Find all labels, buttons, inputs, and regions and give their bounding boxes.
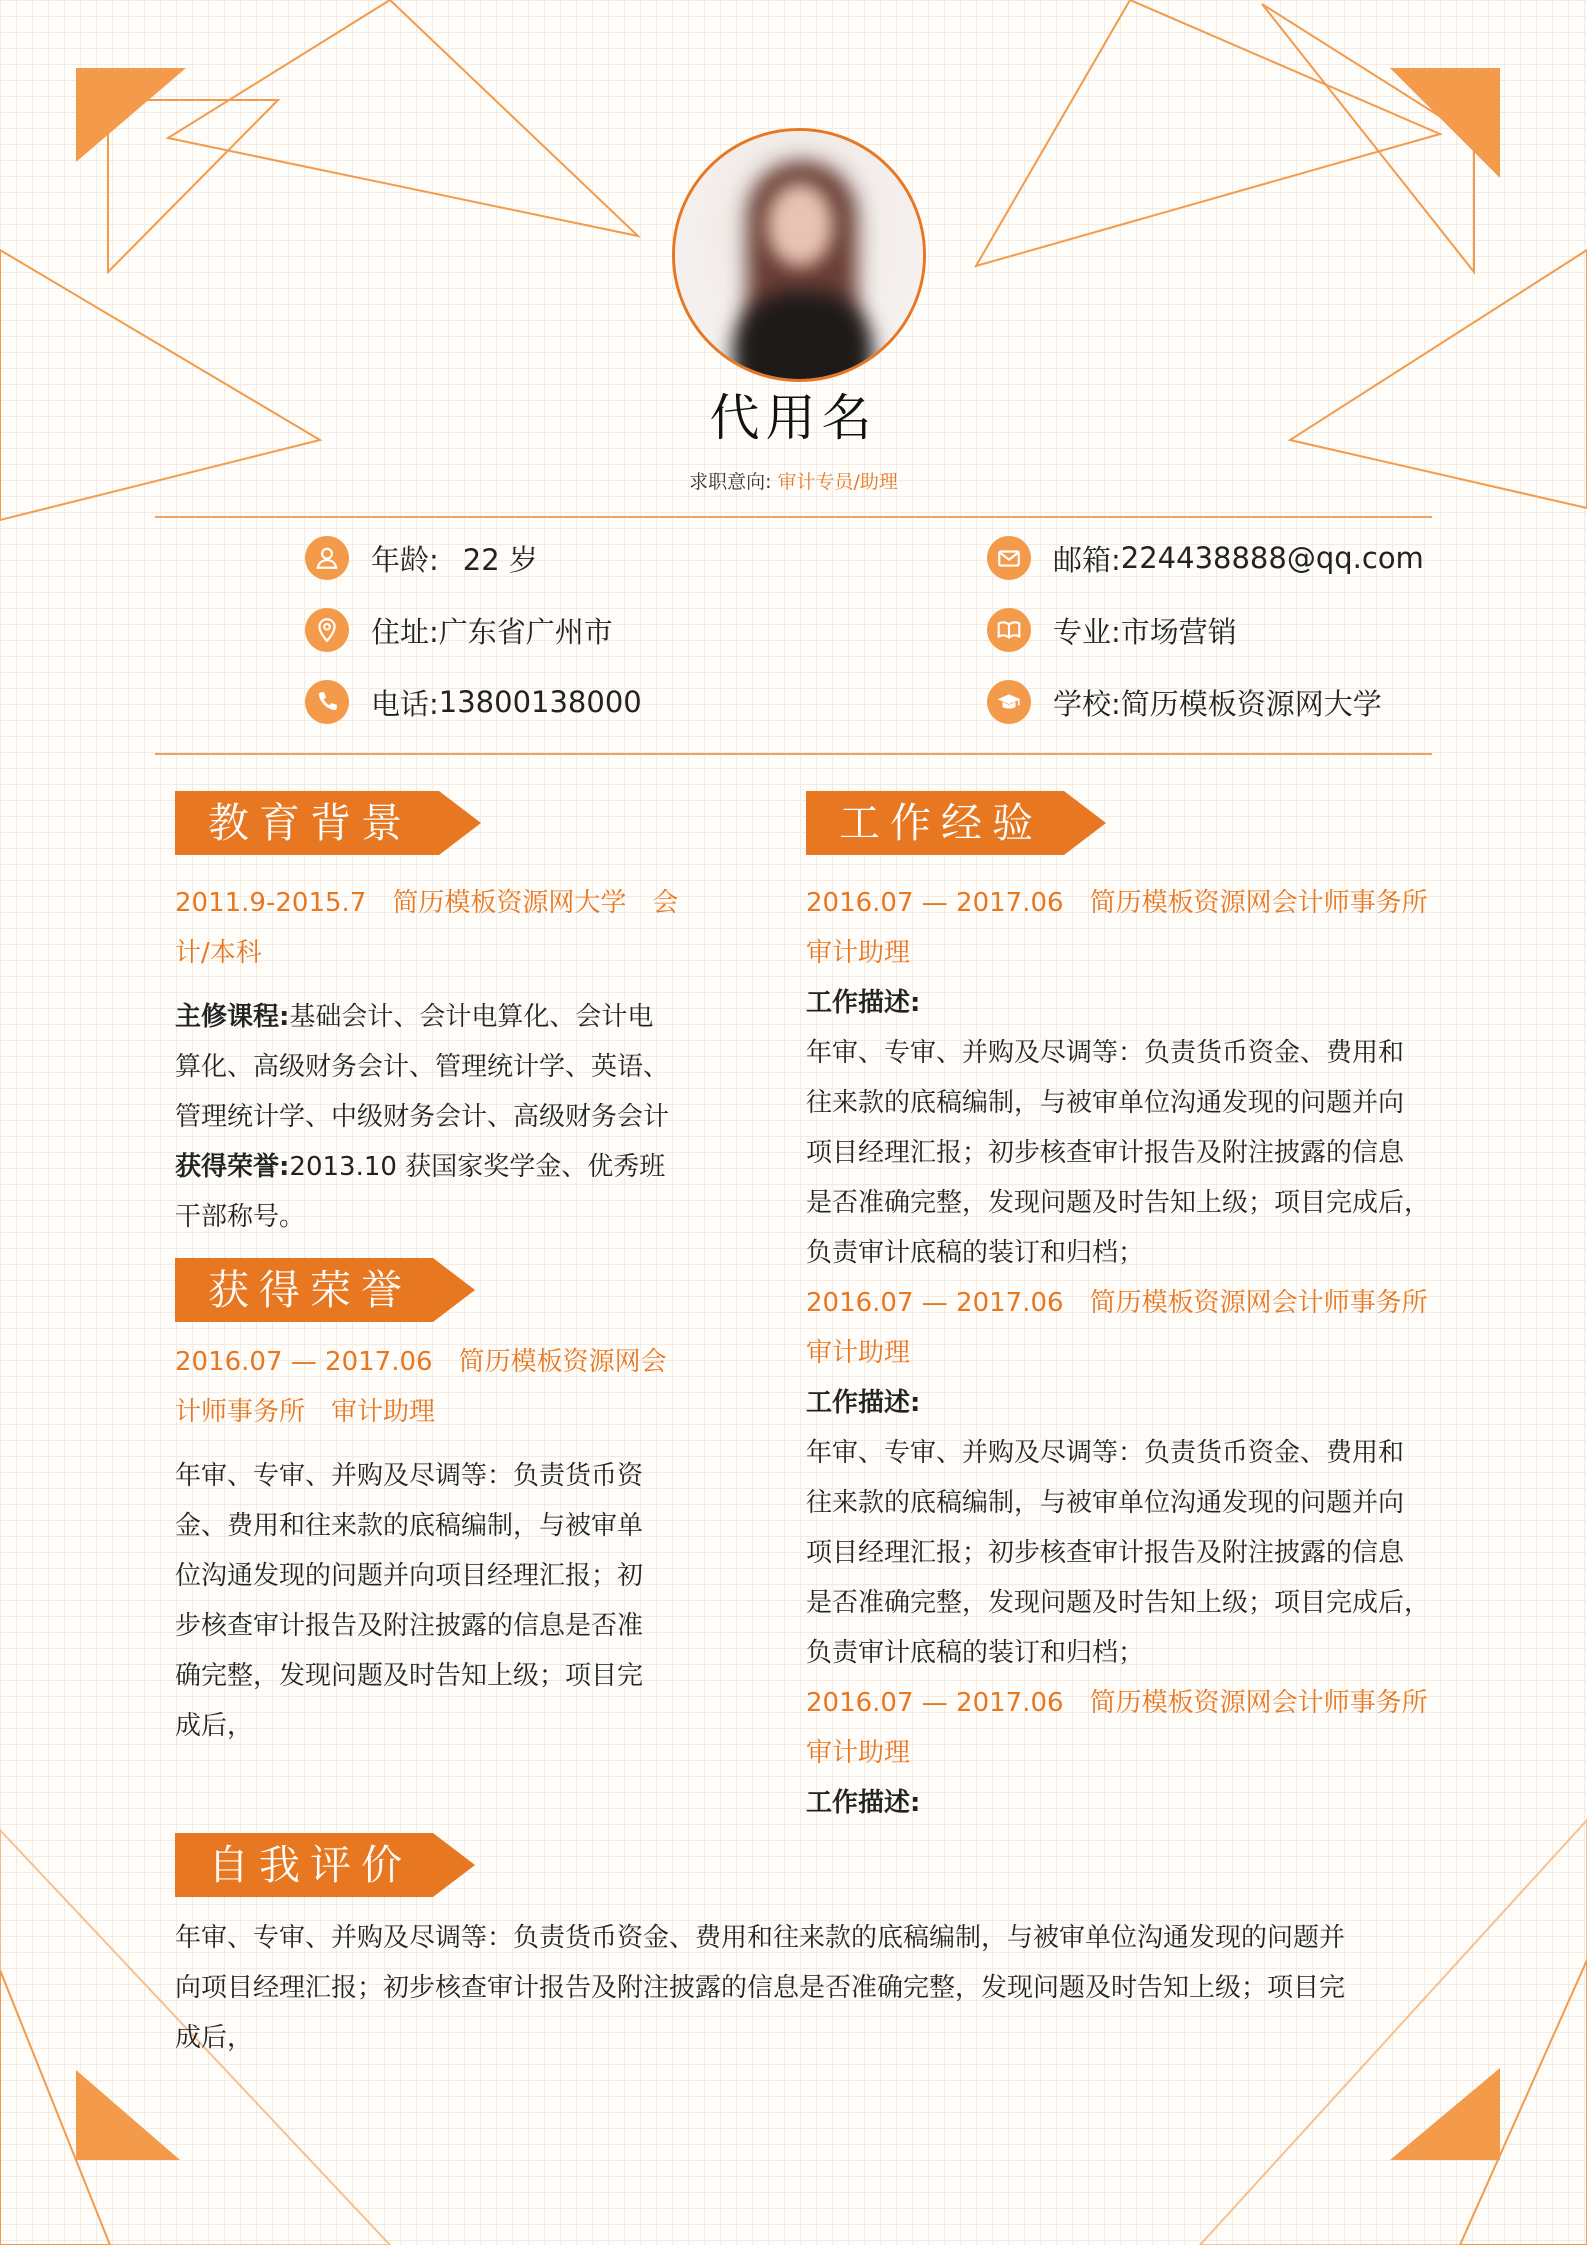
- info-phone: [305, 680, 642, 724]
- honor-text-line2: 干部称号。: [175, 1202, 306, 1232]
- candidate-name: 代用名: [709, 389, 878, 447]
- age-value: 22 岁: [462, 542, 538, 577]
- work-entry-desc-line: 是否准确完整，发现问题及时告知上级；项目完成后，: [806, 1588, 1431, 1618]
- major-value: 市场营销: [1120, 614, 1237, 649]
- section-header-honors: [175, 1258, 475, 1322]
- info-age: [305, 536, 538, 580]
- address-label: 住址:: [371, 614, 439, 649]
- section-title-self-eval: 自我评价: [208, 1841, 412, 1889]
- honors-desc-line: 步核查审计报告及附注披露的信息是否准: [175, 1611, 644, 1641]
- age-label: 年龄:: [371, 542, 439, 577]
- work-entry-desc-line: 项目经理汇报；初步核查审计报告及附注披露的信息: [806, 1138, 1405, 1168]
- work-entry-period: 2016.07 — 2017.06 简历模板资源网会计师事务所: [806, 1688, 1428, 1718]
- avatar: [672, 128, 926, 382]
- education-entry-line2: 计/本科: [175, 938, 262, 968]
- major-label: 专业:: [1053, 614, 1121, 649]
- info-address: [305, 608, 613, 652]
- honors-desc-line: 年审、专审、并购及尽调等：负责货币资: [175, 1461, 644, 1491]
- work-entry-desc-label: 工作描述:: [806, 1388, 921, 1418]
- info-major: [987, 608, 1237, 652]
- email-label: 邮箱:: [1053, 542, 1121, 577]
- person-icon: [305, 536, 349, 580]
- work-entry-desc-line: 往来款的底稿编制，与被审单位沟通发现的问题并向: [806, 1088, 1405, 1118]
- honors-desc-line: 位沟通发现的问题并向项目经理汇报；初: [175, 1561, 644, 1591]
- section-header-work: [806, 791, 1106, 855]
- work-entry-period: 2016.07 — 2017.06 简历模板资源网会计师事务所: [806, 888, 1428, 918]
- work-entry-role: 审计助理: [806, 1338, 911, 1368]
- work-entry-role: 审计助理: [806, 1738, 911, 1768]
- work-entry-desc-line: 年审、专审、并购及尽调等：负责货币资金、费用和: [806, 1438, 1405, 1468]
- section-title-work: 工作经验: [839, 799, 1043, 847]
- divider-top: [155, 516, 1432, 518]
- work-entry-role: 审计助理: [806, 938, 911, 968]
- education-entry-line1: 2011.9-2015.7 简历模板资源网大学 会: [175, 888, 679, 918]
- section-header-self-eval: [175, 1833, 475, 1897]
- courses-label: 主修课程:: [175, 1002, 290, 1032]
- job-intent-value: 审计专员/助理: [777, 471, 898, 493]
- work-entry-desc-line: 是否准确完整，发现问题及时告知上级；项目完成后，: [806, 1188, 1431, 1218]
- work-entry-desc-line: 负责审计底稿的装订和归档；: [806, 1638, 1145, 1668]
- honors-desc-line: 确完整，发现问题及时告知上级；项目完: [175, 1661, 644, 1691]
- education-entry: [175, 878, 715, 978]
- self-eval-line: 成后，: [175, 2023, 254, 2053]
- work-entry-desc-label: 工作描述:: [806, 988, 921, 1018]
- info-school: [987, 680, 1382, 724]
- job-intent: [0, 467, 1587, 494]
- honors-description: [175, 1451, 735, 1751]
- email-value: 224438888@qq.com: [1120, 541, 1424, 575]
- section-header-education: [175, 791, 481, 855]
- school-label: 学校:: [1053, 686, 1121, 721]
- courses-text-line3: 管理统计学、中级财务会计、高级财务会计: [175, 1102, 670, 1132]
- education-details: [175, 992, 735, 1242]
- info-email: [987, 536, 1424, 580]
- honors-entry-line1: 2016.07 — 2017.06 简历模板资源网会: [175, 1347, 667, 1377]
- work-entry-desc-line: 年审、专审、并购及尽调等：负责货币资金、费用和: [806, 1038, 1405, 1068]
- work-entries: [806, 878, 1466, 1853]
- graduation-cap-icon: [987, 680, 1031, 724]
- phone-value: 13800138000: [438, 685, 642, 719]
- courses-text-line1: 基础会计、会计电算化、会计电: [289, 1002, 654, 1032]
- work-entry-desc-line: 负责审计底稿的装订和归档；: [806, 1238, 1145, 1268]
- location-pin-icon: [305, 608, 349, 652]
- self-eval-text: [175, 1913, 1465, 2063]
- self-eval-line: 向项目经理汇报；初步核查审计报告及附注披露的信息是否准确完整，发现问题及时告知上级；项目完: [175, 1973, 1346, 2003]
- phone-icon: [305, 680, 349, 724]
- address-value: 广东省广州市: [438, 614, 613, 649]
- section-title-honors: 获得荣誉: [208, 1266, 412, 1314]
- self-eval-line: 年审、专审、并购及尽调等：负责货币资金、费用和往来款的底稿编制，与被审单位沟通发现的问题并: [175, 1923, 1346, 1953]
- work-entry-desc-label: 工作描述:: [806, 1788, 921, 1818]
- book-icon: [987, 608, 1031, 652]
- honor-label: 获得荣誉:: [175, 1152, 290, 1182]
- honors-entry: [175, 1337, 715, 1437]
- courses-text-line2: 算化、高级财务会计、管理统计学、英语、: [175, 1052, 670, 1082]
- work-entry-desc-line: 往来款的底稿编制，与被审单位沟通发现的问题并向: [806, 1488, 1405, 1518]
- phone-label: 电话:: [371, 686, 439, 721]
- honors-desc-line: 成后，: [175, 1711, 254, 1741]
- section-title-education: 教育背景: [208, 799, 412, 847]
- work-entry-period: 2016.07 — 2017.06 简历模板资源网会计师事务所: [806, 1288, 1428, 1318]
- mail-icon: [987, 536, 1031, 580]
- work-entry-desc-line: 项目经理汇报；初步核查审计报告及附注披露的信息: [806, 1538, 1405, 1568]
- honor-text-line1: 2013.10 获国家奖学金、优秀班: [289, 1152, 666, 1182]
- school-value: 简历模板资源网大学: [1120, 686, 1382, 721]
- honors-entry-line2: 计师事务所 审计助理: [175, 1397, 436, 1427]
- job-intent-label: 求职意向:: [689, 471, 772, 493]
- divider-bottom: [155, 753, 1432, 755]
- honors-desc-line: 金、费用和往来款的底稿编制，与被审单: [175, 1511, 644, 1541]
